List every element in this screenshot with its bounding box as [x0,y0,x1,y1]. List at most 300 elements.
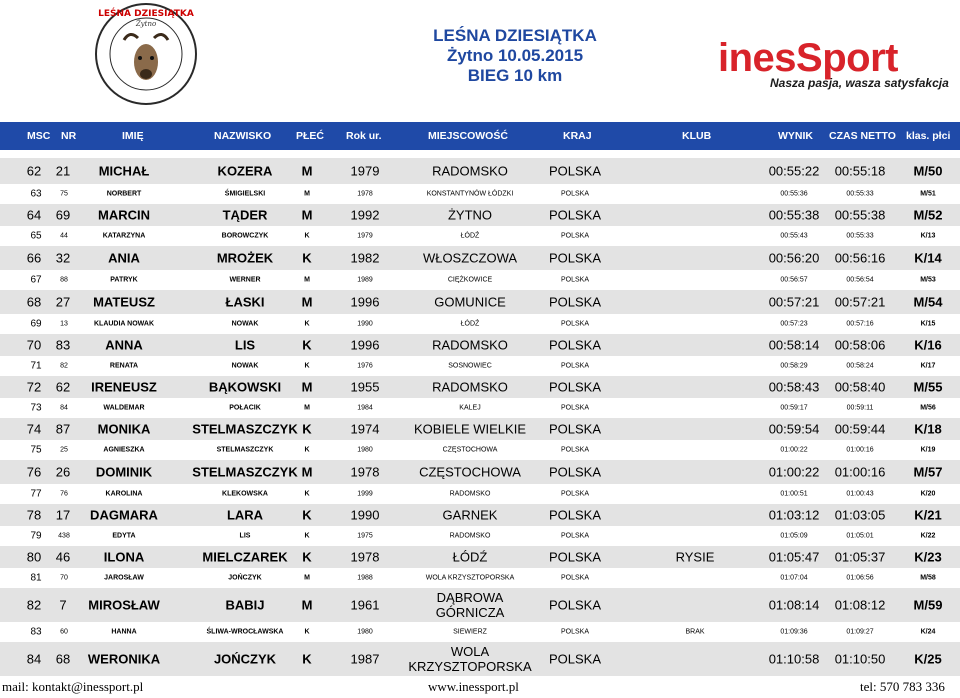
cell-klas: K/25 [914,651,942,667]
cell-imie: MICHAŁ [98,163,150,179]
cell-imie: ANIA [108,250,140,266]
cell-klas: K/20 [920,490,936,498]
col-msc: MSC [27,130,51,142]
cell-nazwisko: JOŃCZYK [228,574,262,582]
cell-klas: K/19 [920,446,936,454]
cell-msc: 66 [26,250,42,266]
cell-nazwisko: ŚMIGIELSKI [224,190,266,198]
cell-msc: 78 [26,507,42,523]
cell-nazwisko: TĄDER [222,207,268,223]
cell-rok: 1979 [357,232,373,240]
cell-msc: 63 [30,188,42,200]
cell-nr: 17 [55,507,71,523]
cell-msc: 71 [30,360,42,372]
cell-czas: 00:58:40 [834,379,886,395]
cell-nazwisko: POŁACIK [229,404,261,412]
cell-czas: 00:59:11 [846,404,874,412]
cell-plec: M [304,574,310,582]
cell-imie: WALDEMAR [103,404,145,412]
cell-msc: 64 [26,207,42,223]
cell-nr: 13 [60,320,68,328]
cell-miejscowosc: WOLA KRZYSZTOPORSKA [408,644,532,674]
cell-rok: 1984 [357,404,373,412]
cell-miejscowosc: RADOMSKO [432,337,508,353]
cell-msc: 81 [30,572,42,584]
cell-nazwisko: STELMASZCZYK [216,446,274,454]
table-row [0,588,960,622]
svg-text:LEŚNA DZIESIĄTKA: LEŚNA DZIESIĄTKA [98,9,194,19]
table-row [0,568,960,588]
cell-imie: MARCIN [98,207,150,223]
footer-email: mail: kontakt@inessport.pl [2,679,144,694]
cell-plec: M [301,379,313,395]
page-header [0,0,960,120]
cell-czas: 00:55:33 [846,232,874,240]
cell-czas: 00:57:16 [846,320,874,328]
cell-imie: JAROSŁAW [104,574,144,582]
cell-rok: 1980 [357,628,373,636]
cell-plec: M [304,404,310,412]
cell-wynik: 00:58:29 [780,362,808,370]
cell-wynik: 00:57:23 [780,320,808,328]
col-wynik: WYNIK [778,130,813,142]
cell-klas: M/51 [920,190,936,198]
cell-wynik: 00:58:43 [768,379,820,395]
cell-klas: M/58 [920,574,936,582]
cell-plec: K [302,507,312,523]
cell-plec: M [304,276,310,284]
cell-nazwisko: LARA [226,507,264,523]
cell-wynik: 00:56:20 [768,250,820,266]
cell-nr: 7 [59,597,67,613]
cell-msc: 83 [30,626,42,638]
cell-msc: 80 [26,549,42,565]
cell-kraj: POLSKA [548,294,602,310]
cell-imie: ANNA [105,337,143,353]
cell-kraj: POLSKA [560,490,590,498]
cell-plec: K [304,320,310,328]
cell-kraj: POLSKA [560,532,590,540]
sponsor-logo [718,38,958,98]
cell-rok: 1975 [357,532,373,540]
cell-czas: 00:59:44 [834,421,886,437]
cell-miejscowosc: ŁÓDŹ [460,320,480,328]
cell-kraj: POLSKA [548,549,602,565]
cell-wynik: 00:55:22 [768,163,820,179]
cell-nazwisko: JOŃCZYK [213,651,277,667]
table-row [0,440,960,460]
table-row [0,642,960,676]
table-row [0,184,960,204]
cell-plec: K [302,250,312,266]
event-title [400,26,630,86]
cell-imie: KAROLINA [105,490,143,498]
brand-part-a: ines [718,36,797,80]
svg-text:Żytno: Żytno [135,20,157,28]
cell-miejscowosc: CIĘŻKOWICE [447,276,493,284]
cell-imie: MATEUSZ [93,294,155,310]
cell-wynik: 00:58:14 [768,337,820,353]
cell-miejscowosc: WŁOSZCZOWA [422,250,518,266]
cell-klas: K/24 [920,628,936,636]
cell-klas: K/15 [920,320,936,328]
cell-nazwisko: NOWAK [231,362,259,370]
cell-wynik: 00:55:36 [780,190,808,198]
cell-klub: RYSIE [675,549,715,565]
cell-miejscowosc: RADOMSKO [432,163,508,179]
cell-rok: 1996 [350,337,380,353]
cell-klas: K/22 [920,532,936,540]
cell-klas: M/50 [913,163,943,179]
cell-wynik: 00:57:21 [768,294,820,310]
cell-miejscowosc: RADOMSKO [449,490,491,498]
cell-nazwisko: KOZERA [217,163,273,179]
cell-nazwisko: LIS [239,532,251,540]
cell-msc: 74 [26,421,42,437]
cell-wynik: 00:55:38 [768,207,820,223]
cell-rok: 1989 [357,276,373,284]
table-row [0,158,960,184]
cell-plec: M [304,190,310,198]
cell-kraj: POLSKA [548,250,602,266]
cell-rok: 1982 [350,250,380,266]
cell-kraj: POLSKA [560,404,590,412]
cell-czas: 00:57:21 [834,294,886,310]
cell-rok: 1978 [350,549,380,565]
table-row [0,418,960,440]
cell-wynik: 01:10:58 [768,651,820,667]
cell-miejscowosc: KOBIELE WIELKIE [414,421,526,437]
table-row [0,546,960,568]
cell-czas: 01:00:16 [834,464,886,480]
col-miejscowosc: MIEJSCOWOŚĆ [428,130,508,142]
cell-klas: M/52 [913,207,943,223]
cell-imie: KATARZYNA [102,232,146,240]
table-row [0,484,960,504]
cell-nazwisko: KLEKOWSKA [222,490,268,498]
cell-nazwisko: ŚLIWA-WROCŁAWSKA [206,628,284,636]
cell-czas: 00:55:18 [834,163,886,179]
cell-imie: HANNA [111,628,137,636]
cell-klas: K/14 [914,250,942,266]
cell-klas: M/54 [913,294,943,310]
cell-imie: ILONA [103,549,145,565]
cell-czas: 00:58:06 [834,337,886,353]
cell-nr: 83 [55,337,71,353]
cell-czas: 01:08:12 [834,597,886,613]
cell-klas: M/56 [920,404,936,412]
cell-nr: 69 [55,207,71,223]
cell-klas: M/53 [920,276,936,284]
cell-rok: 1976 [357,362,373,370]
cell-imie: PATRYK [110,276,138,284]
cell-nazwisko: STELMASZCZYK [192,464,298,480]
brand-part-b: Sport [796,36,898,80]
cell-czas: 00:56:54 [846,276,874,284]
cell-czas: 01:05:37 [834,549,886,565]
col-klas: klas. płci [906,130,951,142]
cell-nr: 68 [55,651,71,667]
cell-czas: 01:10:50 [834,651,886,667]
title-line-1: LEŚNA DZIESIĄTKA [433,26,597,45]
cell-kraj: POLSKA [548,421,602,437]
cell-kraj: POLSKA [560,628,590,636]
cell-plec: K [304,446,310,454]
cell-plec: K [304,490,310,498]
cell-wynik: 01:07:04 [780,574,808,582]
table-row [0,398,960,418]
cell-wynik: 00:59:17 [780,404,808,412]
col-kraj: KRAJ [563,130,592,142]
cell-czas: 01:06:56 [846,574,874,582]
cell-klas: K/17 [920,362,936,370]
cell-kraj: POLSKA [548,464,602,480]
cell-czas: 01:05:01 [846,532,874,540]
cell-rok: 1978 [350,464,380,480]
col-nr: NR [61,130,77,142]
cell-imie: DAGMARA [90,507,158,523]
cell-czas: 00:55:33 [846,190,874,198]
cell-plec: M [301,464,313,480]
cell-nr: 27 [55,294,71,310]
cell-nr: 88 [60,276,68,284]
cell-msc: 82 [26,597,42,613]
col-klub: KLUB [682,130,712,142]
cell-klas: M/57 [913,464,943,480]
cell-imie: MIROSŁAW [88,597,160,613]
cell-nr: 75 [60,190,68,198]
table-row [0,622,960,642]
cell-miejscowosc: KALEJ [459,404,481,412]
cell-czas: 01:00:16 [846,446,874,454]
col-plec: PŁEĆ [296,130,325,142]
results-table [0,158,960,676]
table-row [0,290,960,314]
cell-nr: 438 [58,532,70,540]
cell-nazwisko: NOWAK [231,320,259,328]
cell-miejscowosc: GOMUNICE [434,294,506,310]
cell-msc: 62 [26,163,42,179]
cell-kraj: POLSKA [548,507,602,523]
race-logo [94,2,198,106]
cell-msc: 76 [26,464,42,480]
cell-rok: 1961 [350,597,380,613]
cell-klub: BRAK [685,628,705,636]
cell-nazwisko: MROŻEK [216,250,274,266]
cell-nazwisko: BOROWCZYK [221,232,269,240]
cell-wynik: 00:56:57 [780,276,808,284]
cell-wynik: 01:05:09 [780,532,808,540]
cell-nr: 62 [55,379,71,395]
cell-nr: 76 [60,490,68,498]
cell-rok: 1974 [350,421,380,437]
cell-czas: 00:55:38 [834,207,886,223]
cell-plec: K [304,628,310,636]
cell-klas: K/13 [920,232,936,240]
cell-nr: 82 [60,362,68,370]
cell-msc: 75 [30,444,42,456]
cell-czas: 01:09:27 [846,628,874,636]
cell-nr: 32 [55,250,71,266]
cell-miejscowosc: RADOMSKO [449,532,491,540]
table-row [0,204,960,226]
cell-imie: RENATA [109,362,139,370]
cell-plec: K [302,549,312,565]
table-row [0,526,960,546]
cell-wynik: 01:08:14 [768,597,820,613]
cell-plec: K [304,532,310,540]
cell-msc: 84 [26,651,42,667]
table-row [0,270,960,290]
cell-rok: 1999 [357,490,373,498]
cell-rok: 1990 [350,507,380,523]
cell-miejscowosc: KONSTANTYNÓW ŁÓDZKI [426,190,514,198]
cell-miejscowosc: GARNEK [442,507,498,523]
cell-kraj: POLSKA [560,190,590,198]
cell-wynik: 01:00:22 [768,464,820,480]
cell-kraj: POLSKA [560,320,590,328]
cell-rok: 1990 [357,320,373,328]
cell-nr: 70 [60,574,68,582]
cell-miejscowosc: ŁÓDŹ [460,232,480,240]
cell-msc: 72 [26,379,42,395]
footer-tel: tel: 570 783 336 [860,679,945,694]
title-line-2: Żytno 10.05.2015 [446,46,584,65]
table-row [0,376,960,398]
cell-plec: M [301,163,313,179]
cell-imie: WERONIKA [87,651,161,667]
cell-czas: 01:03:05 [834,507,886,523]
cell-wynik: 00:55:43 [780,232,808,240]
table-row [0,460,960,484]
cell-nr: 84 [60,404,68,412]
cell-plec: M [301,207,313,223]
cell-miejscowosc: RADOMSKO [432,379,508,395]
cell-msc: 79 [30,530,42,542]
cell-msc: 65 [30,230,42,242]
table-row [0,334,960,356]
cell-plec: M [301,597,313,613]
cell-czas: 00:58:24 [846,362,874,370]
cell-nazwisko: BĄKOWSKI [208,379,282,395]
cell-wynik: 01:09:36 [780,628,808,636]
cell-imie: EDYTA [112,532,136,540]
footer-www: www.inessport.pl [428,679,519,694]
sponsor-tagline: Nasza pasja, wasza satysfakcja [770,76,949,90]
cell-klas: M/59 [913,597,943,613]
col-imie: IMIĘ [122,130,144,142]
cell-msc: 73 [30,402,42,414]
cell-kraj: POLSKA [560,446,590,454]
cell-miejscowosc: DĄBROWA GÓRNICZA [435,590,505,620]
cell-wynik: 01:03:12 [768,507,820,523]
cell-rok: 1979 [350,163,380,179]
cell-rok: 1987 [350,651,380,667]
cell-kraj: POLSKA [548,597,602,613]
cell-nazwisko: BABIJ [225,597,265,613]
cell-kraj: POLSKA [548,379,602,395]
cell-imie: NORBERT [106,190,142,198]
cell-nr: 25 [60,446,68,454]
cell-msc: 69 [30,318,42,330]
cell-klas: K/23 [914,549,942,565]
cell-kraj: POLSKA [560,276,590,284]
cell-miejscowosc: WOLA KRZYSZTOPORSKA [425,574,515,582]
cell-nr: 44 [60,232,68,240]
cell-imie: DOMINIK [95,464,153,480]
cell-miejscowosc: ŁÓDŹ [452,549,488,565]
cell-klas: K/16 [914,337,942,353]
cell-kraj: POLSKA [560,232,590,240]
title-line-3: BIEG 10 km [467,66,563,85]
cell-wynik: 00:59:54 [768,421,820,437]
cell-plec: K [304,362,310,370]
cell-rok: 1978 [357,190,373,198]
cell-klas: K/21 [914,507,942,523]
cell-czas: 01:00:43 [846,490,874,498]
cell-nazwisko: STELMASZCZYK [192,421,298,437]
cell-wynik: 01:00:22 [780,446,808,454]
cell-nr: 60 [60,628,68,636]
cell-rok: 1955 [350,379,380,395]
cell-plec: K [304,232,310,240]
col-rok: Rok ur. [346,130,382,142]
cell-imie: KLAUDIA NOWAK [93,320,155,328]
page-footer [0,678,960,698]
cell-wynik: 01:00:51 [780,490,808,498]
cell-klas: M/55 [913,379,943,395]
cell-imie: MONIKA [97,421,151,437]
cell-nr: 26 [55,464,71,480]
cell-miejscowosc: CZĘSTOCHOWA [442,446,498,454]
cell-kraj: POLSKA [548,207,602,223]
cell-plec: K [302,337,312,353]
cell-msc: 68 [26,294,42,310]
cell-plec: K [302,421,312,437]
cell-nr: 87 [55,421,71,437]
table-row [0,226,960,246]
cell-imie: AGNIESZKA [103,446,145,454]
cell-msc: 70 [26,337,42,353]
cell-kraj: POLSKA [560,574,590,582]
column-headers [0,122,960,150]
col-nazwisko: NAZWISKO [214,130,272,142]
cell-wynik: 01:05:47 [768,549,820,565]
cell-kraj: POLSKA [548,651,602,667]
cell-nazwisko: LIS [234,337,256,353]
cell-plec: M [301,294,313,310]
cell-rok: 1980 [357,446,373,454]
table-row [0,356,960,376]
col-czas: CZAS NETTO [829,130,896,142]
cell-kraj: POLSKA [548,337,602,353]
table-row [0,246,960,270]
cell-nazwisko: WERNER [229,276,261,284]
cell-rok: 1996 [350,294,380,310]
cell-msc: 77 [30,488,42,500]
cell-miejscowosc: ŻYTNO [447,207,493,223]
table-row [0,504,960,526]
cell-plec: K [302,651,312,667]
table-row [0,314,960,334]
cell-czas: 00:56:16 [834,250,886,266]
cell-rok: 1992 [350,207,380,223]
cell-nazwisko: MIELCZAREK [202,549,288,565]
cell-miejscowosc: SIEWIERZ [453,628,487,636]
cell-kraj: POLSKA [548,163,602,179]
cell-nazwisko: ŁASKI [225,294,265,310]
cell-miejscowosc: SOSNOWIEC [448,362,492,370]
